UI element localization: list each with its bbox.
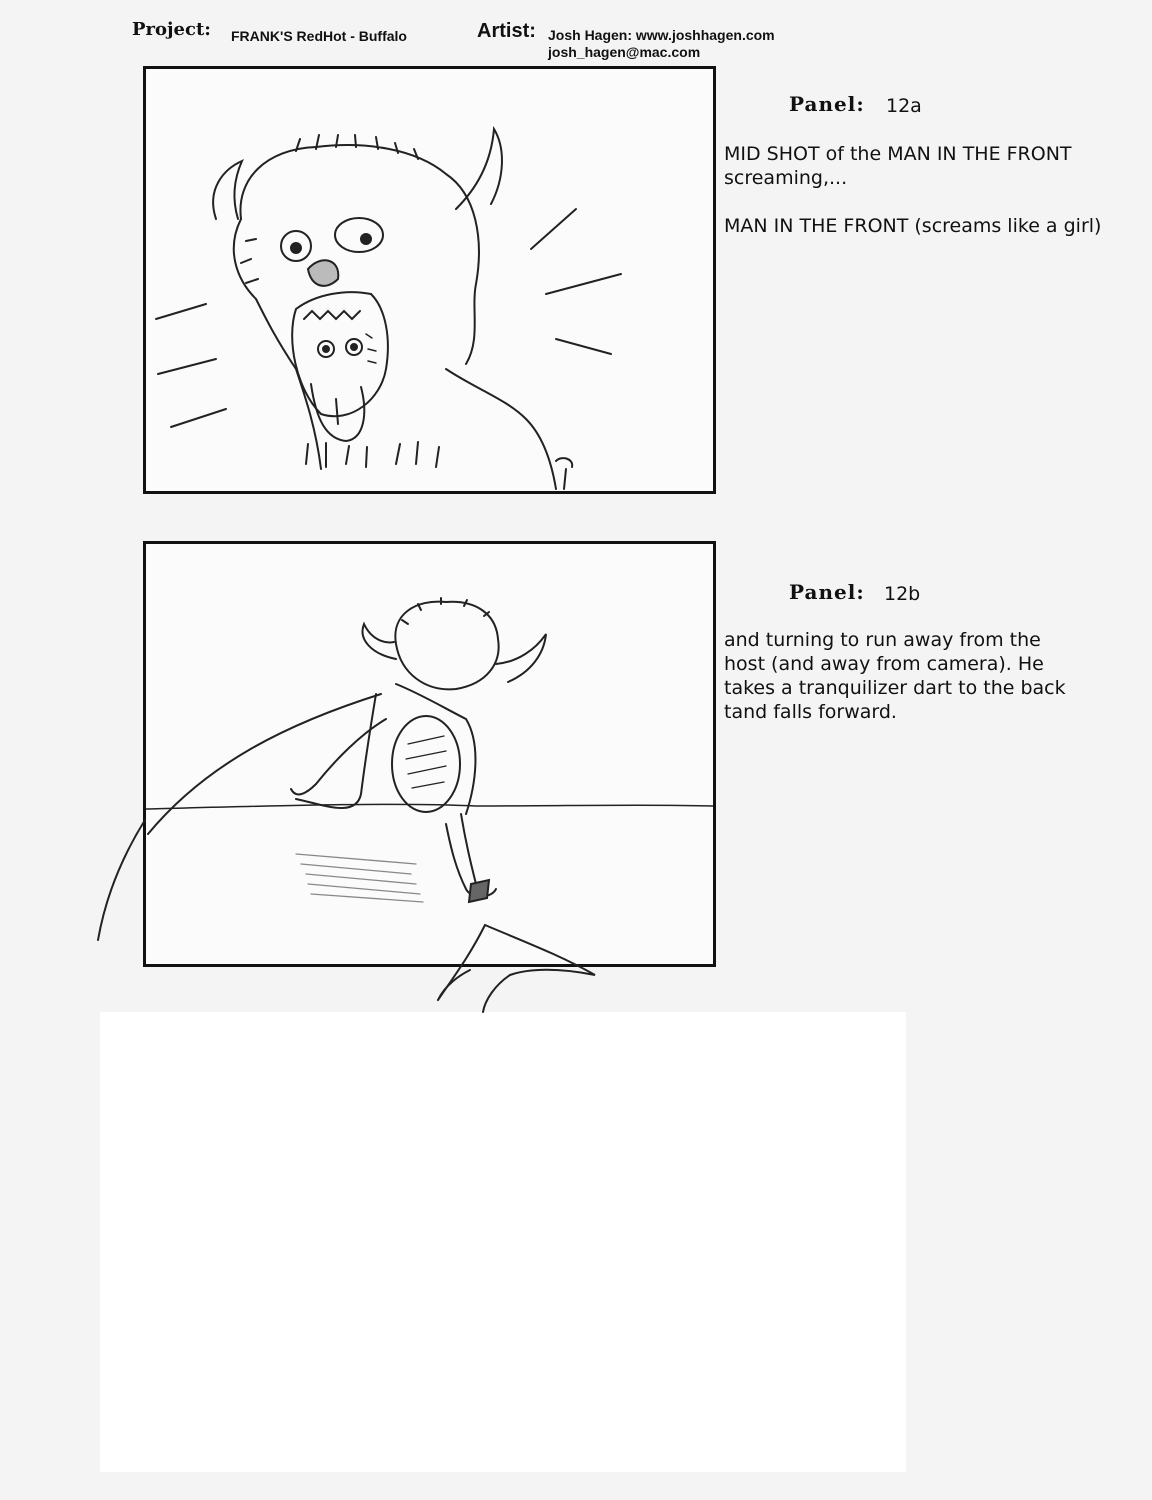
- project-name: FRANK'S RedHot - Buffalo: [231, 28, 407, 44]
- description-line: takes a tranquilizer dart to the back: [724, 677, 1066, 699]
- storyboard-frame-12a: [143, 66, 716, 494]
- panel-12b-description: [724, 628, 1144, 724]
- description-line: tand falls forward.: [724, 701, 897, 723]
- project-label: Project:: [132, 19, 211, 40]
- description-line: MID SHOT of the MAN IN THE FRONT: [724, 143, 1072, 165]
- artist-email: josh_hagen@mac.com: [548, 44, 701, 60]
- artist-label: Artist:: [477, 20, 536, 42]
- panel-label-12b: Panel:: [789, 580, 865, 604]
- panel-12a-description: [724, 142, 1144, 238]
- panel-label-12a: Panel:: [789, 92, 865, 116]
- storyboard-frame-12b: [143, 541, 716, 967]
- description-line: MAN IN THE FRONT (screams like a girl): [724, 215, 1102, 237]
- description-line: [724, 190, 1144, 214]
- sketch-running-buffalo-man: [146, 544, 713, 964]
- description-line: host (and away from camera). He: [724, 653, 1044, 675]
- description-line: and turning to run away from the: [724, 629, 1041, 651]
- sketch-screaming-buffalo-man: [146, 69, 713, 491]
- artist-name-website: Josh Hagen: www.joshhagen.com: [548, 27, 775, 43]
- panel-number-12b: 12b: [884, 583, 921, 605]
- panel-number-12a: 12a: [886, 95, 922, 117]
- description-line: screaming,...: [724, 167, 848, 189]
- blank-area: [100, 1012, 906, 1472]
